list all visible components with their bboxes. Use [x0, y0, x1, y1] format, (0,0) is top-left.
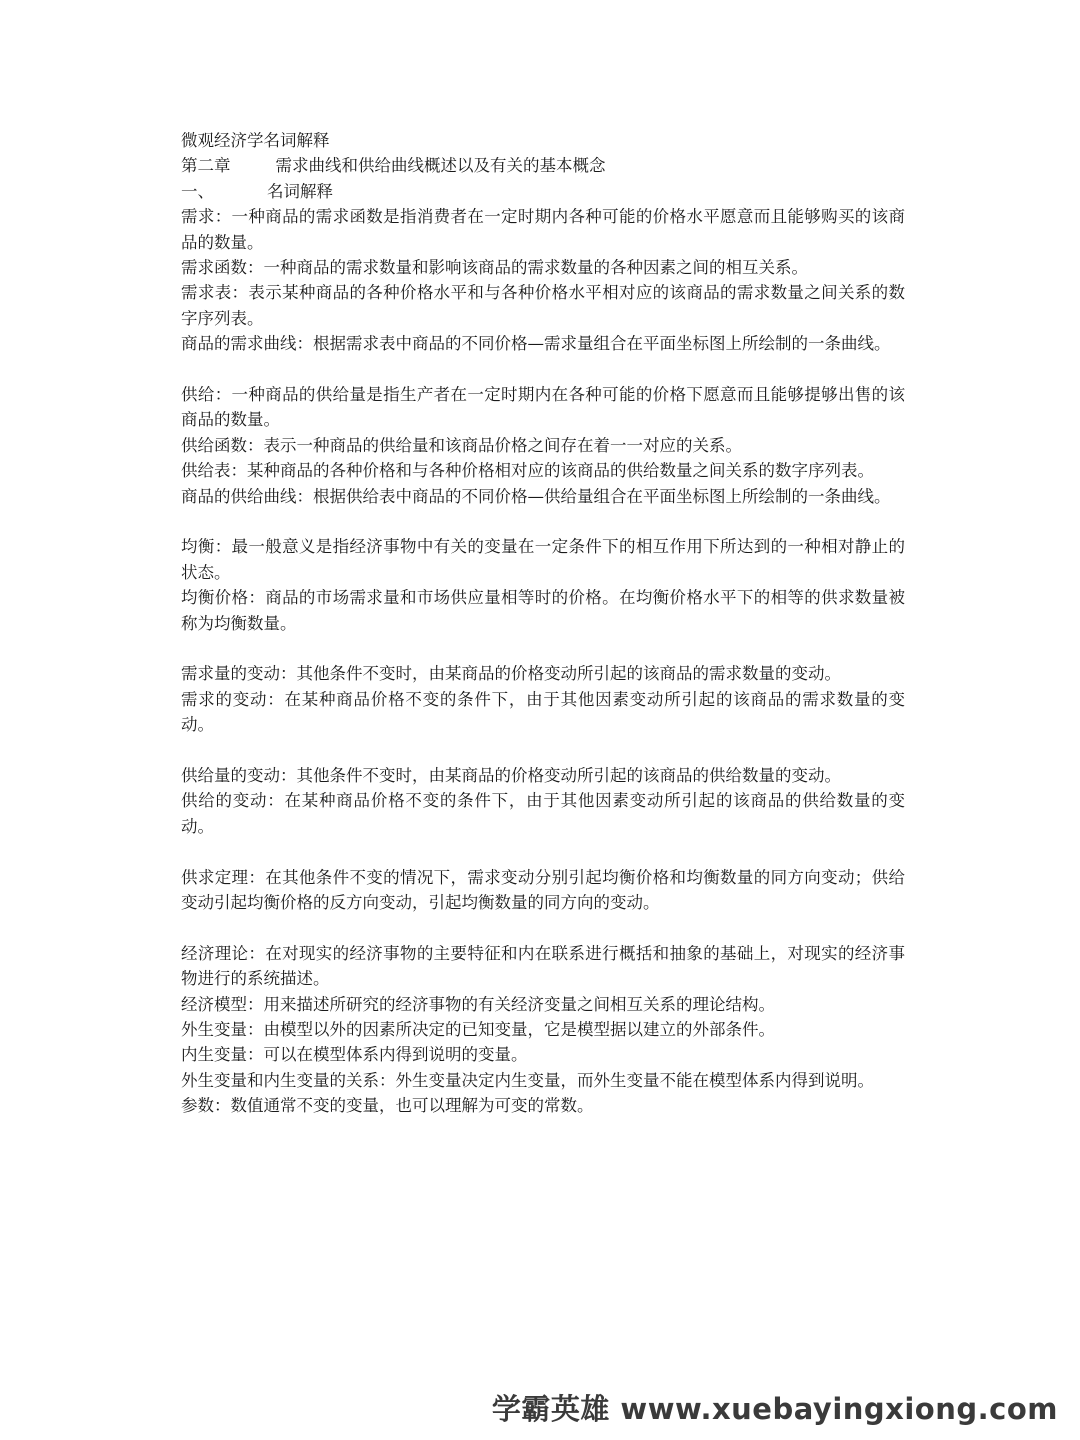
definition-exogenous-endogenous-relation: 外生变量和内生变量的关系：外生变量决定内生变量，而外生变量不能在模型体系内得到说明。 — [181, 1070, 874, 1090]
chapter-label: 第二章 — [181, 156, 231, 176]
definition-demand-function: 需求函数：一种商品的需求数量和影响该商品的需求数量的各种因素之间的相互关系。 — [181, 257, 808, 277]
definition-supply-schedule: 供给表：某种商品的各种价格和与各种价格相对应的该商品的供给数量之间关系的数字序列表。 — [181, 461, 874, 481]
document-body — [181, 128, 905, 1119]
definition-supply-function: 供给函数：表示一种商品的供给量和该商品价格之间存在着一一对应的关系。 — [181, 435, 742, 455]
definition-equilibrium: 均衡：最一般意义是指经济事物中有关的变量在一定条件下的相互作用下所达到的一种相对静止的状态。 — [181, 537, 905, 582]
definition-demand-schedule: 需求表：表示某种商品的各种价格水平和与各种价格水平相对应的该商品的需求数量之间关系的数字序列表。 — [181, 283, 905, 328]
section-title: 名词解释 — [267, 181, 333, 201]
definition-demand-curve: 商品的需求曲线：根据需求表中商品的不同价格—需求量组合在平面坐标图上所绘制的一条曲线。 — [181, 334, 891, 354]
definition-supply-curve: 商品的供给曲线：根据供给表中商品的不同价格—供给量组合在平面坐标图上所绘制的一条曲线。 — [181, 486, 891, 506]
definition-parameter: 参数：数值通常不变的变量，也可以理解为可变的常数。 — [181, 1096, 594, 1116]
chapter-title: 需求曲线和供给曲线概述以及有关的基本概念 — [275, 156, 606, 176]
paragraph-spacer — [181, 509, 905, 534]
section-label: 一、 — [181, 181, 214, 201]
definition-economic-model: 经济模型：用来描述所研究的经济事物的有关经济变量之间相互关系的理论结构。 — [181, 994, 775, 1014]
definition-endogenous-variable: 内生变量：可以在模型体系内得到说明的变量。 — [181, 1045, 528, 1065]
definition-change-in-supply: 供给的变动：在某种商品价格不变的条件下，由于其他因素变动所引起的该商品的供给数量的变动。 — [181, 791, 905, 836]
definition-change-in-quantity-demanded: 需求量的变动：其他条件不变时，由某商品的价格变动所引起的该商品的需求数量的变动。 — [181, 664, 841, 684]
definition-change-in-demand: 需求的变动：在某种商品价格不变的条件下，由于其他因素变动所引起的该商品的需求数量的变动。 — [181, 689, 905, 735]
definition-supply: 供给：一种商品的供给量是指生产者在一定时期内在各种可能的价格下愿意而且能够提够出售的该商品的数量。 — [181, 385, 905, 430]
paragraph-spacer — [181, 357, 905, 382]
chapter-heading — [181, 153, 905, 178]
paragraph-spacer — [181, 636, 905, 661]
definition-economic-theory: 经济理论：在对现实的经济事物的主要特征和内在联系进行概括和抽象的基础上，对现实的经济事物进行的系统描述。 — [181, 943, 905, 989]
definition-equilibrium-price: 均衡价格：商品的市场需求量和市场供应量相等时的价格。在均衡价格水平下的相等的供求数量被称为均衡数量。 — [181, 588, 905, 633]
paragraph-spacer — [181, 915, 905, 940]
definition-law-of-supply-and-demand: 供求定理：在其他条件不变的情况下，需求变动分别引起均衡价格和均衡数量的同方向变动；供给变动引起均衡价格的反方向变动，引起均衡数量的同方向的变动。 — [181, 867, 905, 913]
definition-exogenous-variable: 外生变量：由模型以外的因素所决定的已知变量，它是模型据以建立的外部条件。 — [181, 1020, 775, 1040]
paragraph-spacer — [181, 738, 905, 763]
definition-demand: 需求：一种商品的需求函数是指消费者在一定时期内各种可能的价格水平愿意而且能够购买的该商品的数量。 — [181, 207, 905, 252]
section-heading — [181, 179, 905, 204]
site-watermark: 学霸英雄 www.xuebayingxiong.com — [491, 1392, 1058, 1426]
paragraph-spacer — [181, 839, 905, 864]
definition-change-in-quantity-supplied: 供给量的变动：其他条件不变时，由某商品的价格变动所引起的该商品的供给数量的变动。 — [181, 766, 841, 786]
document-title: 微观经济学名词解释 — [181, 131, 330, 150]
